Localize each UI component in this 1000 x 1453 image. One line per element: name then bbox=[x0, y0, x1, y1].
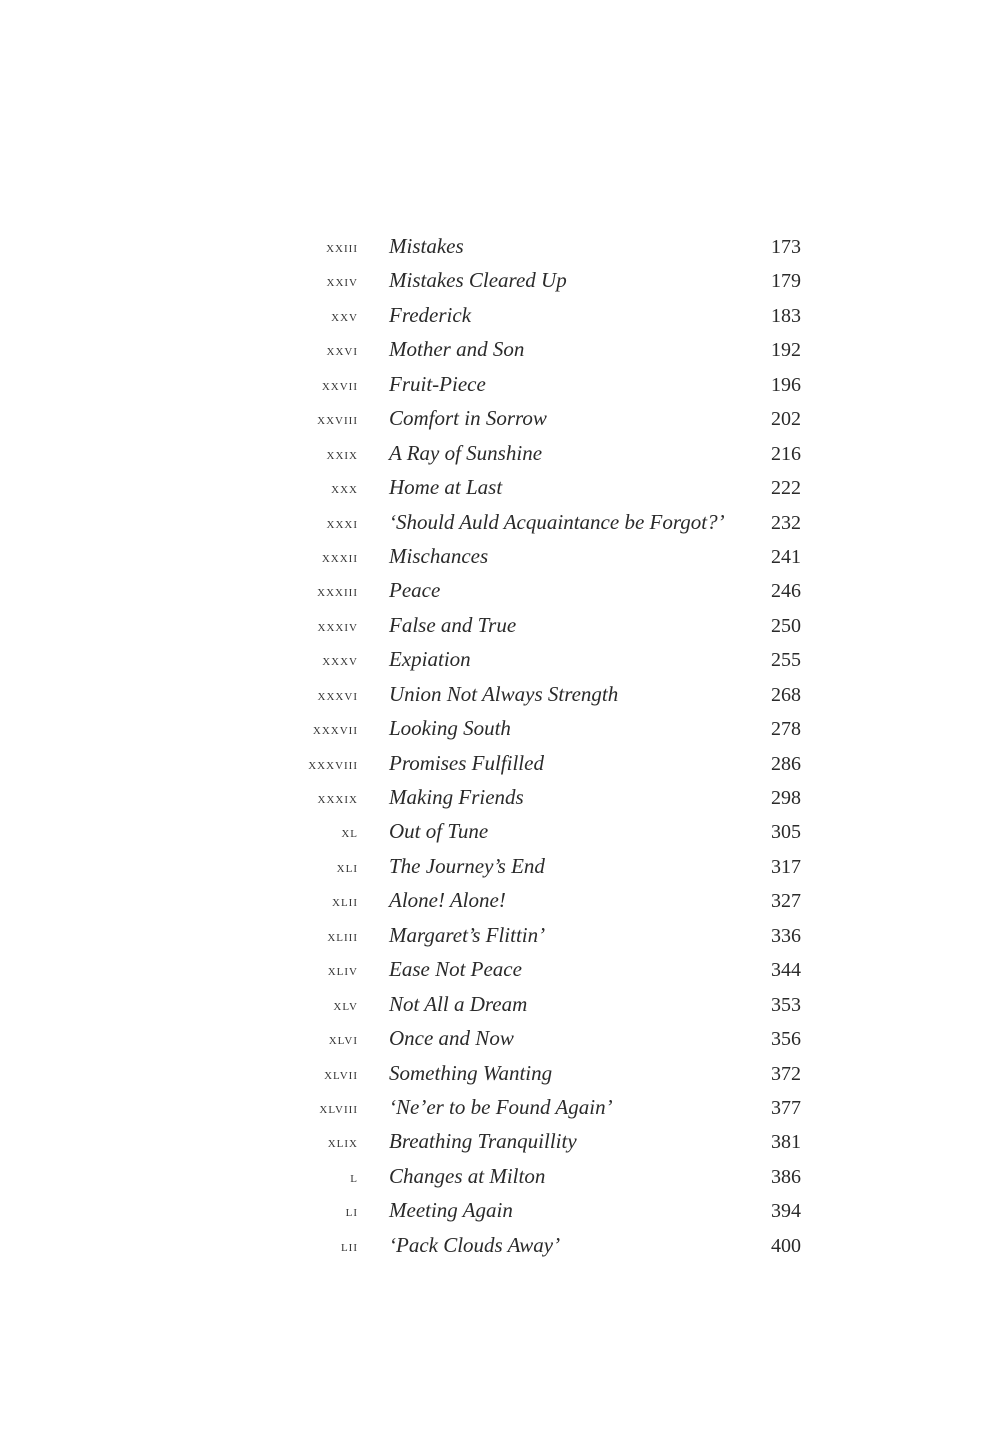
page-number: 400 bbox=[771, 1234, 801, 1257]
toc-entry bbox=[0, 612, 1000, 646]
chapter-title: Alone! Alone! bbox=[389, 888, 506, 913]
page-number: 255 bbox=[771, 649, 801, 672]
chapter-title: Mistakes Cleared Up bbox=[389, 268, 567, 293]
toc-entry bbox=[0, 543, 1000, 577]
page-number: 356 bbox=[771, 1028, 801, 1051]
toc-entry bbox=[0, 853, 1000, 887]
toc-entry bbox=[0, 302, 1000, 336]
chapter-title: Ease Not Peace bbox=[389, 957, 522, 982]
toc-entry bbox=[0, 681, 1000, 715]
page-number: 327 bbox=[771, 890, 801, 913]
chapter-title: Once and Now bbox=[389, 1026, 514, 1051]
chapter-title: Home at Last bbox=[389, 475, 503, 500]
page-number: 381 bbox=[771, 1131, 801, 1154]
chapter-title: Meeting Again bbox=[389, 1198, 513, 1223]
chapter-number: xliii bbox=[327, 928, 358, 945]
chapter-title: Making Friends bbox=[389, 785, 524, 809]
toc-entry bbox=[0, 233, 1000, 267]
chapter-title: ‘Ne’er to be Found Again’ bbox=[389, 1094, 613, 1119]
chapter-title: ‘Should Auld Acquaintance be Forgot?’ bbox=[389, 509, 725, 534]
chapter-number: lii bbox=[340, 1238, 358, 1255]
chapter-title: A Ray of Sunshine bbox=[389, 440, 543, 465]
toc-entry bbox=[0, 371, 1000, 405]
toc-entry bbox=[0, 1232, 1000, 1266]
toc-entry bbox=[0, 1128, 1000, 1162]
chapter-number: li bbox=[345, 1204, 358, 1221]
chapter-number: xxxvi bbox=[317, 687, 358, 704]
chapter-number: xlv bbox=[333, 997, 358, 1014]
page-number: 317 bbox=[771, 855, 801, 878]
page-number: 232 bbox=[771, 511, 801, 534]
chapter-title: Looking South bbox=[389, 716, 511, 741]
chapter-number: xxxix bbox=[317, 791, 358, 807]
page-number: 268 bbox=[771, 683, 801, 706]
chapter-title: Out of Tune bbox=[389, 819, 489, 844]
toc-entry bbox=[0, 922, 1000, 956]
page-number: 336 bbox=[771, 924, 801, 947]
page-number: 305 bbox=[771, 821, 801, 844]
toc-entry bbox=[0, 956, 1000, 990]
toc-entry bbox=[0, 1060, 1000, 1094]
chapter-number: xxxiii bbox=[317, 584, 358, 601]
page-number: 286 bbox=[771, 752, 801, 775]
chapter-number: xxvii bbox=[321, 377, 358, 394]
chapter-number: xxxi bbox=[326, 515, 358, 532]
toc-entry bbox=[0, 887, 1000, 921]
page-number: 241 bbox=[771, 545, 801, 568]
chapter-title: Breathing Tranquillity bbox=[389, 1129, 577, 1154]
chapter-title: False and True bbox=[389, 612, 517, 637]
toc-entry bbox=[0, 509, 1000, 543]
toc-entry bbox=[0, 474, 1000, 508]
chapter-title: ‘Pack Clouds Away’ bbox=[389, 1232, 561, 1257]
chapter-number: xliv bbox=[327, 963, 358, 980]
page-number: 377 bbox=[771, 1096, 801, 1119]
page-number: 216 bbox=[771, 442, 801, 465]
page-number: 192 bbox=[771, 339, 801, 362]
page-number: 298 bbox=[771, 787, 801, 809]
toc-entry bbox=[0, 784, 1000, 818]
toc-entry bbox=[0, 267, 1000, 301]
chapter-number: xlii bbox=[332, 894, 358, 911]
page-number: 278 bbox=[771, 718, 801, 741]
chapter-number: xxviii bbox=[317, 412, 358, 429]
chapter-number: xli bbox=[336, 859, 358, 876]
chapter-number: xxxvii bbox=[312, 722, 358, 739]
chapter-title: Comfort in Sorrow bbox=[389, 406, 547, 431]
toc-entry bbox=[0, 1163, 1000, 1197]
page-number: 222 bbox=[771, 477, 801, 500]
chapter-title: Margaret’s Flittin’ bbox=[389, 922, 546, 947]
table-of-contents bbox=[0, 233, 1000, 1266]
chapter-number: xxxii bbox=[321, 549, 358, 566]
chapter-title: Peace bbox=[389, 578, 441, 603]
chapter-title: Mistakes bbox=[389, 234, 464, 258]
page-number: 183 bbox=[771, 304, 801, 327]
page-number: 173 bbox=[771, 236, 801, 258]
chapter-number: xxxiv bbox=[317, 618, 358, 635]
page-number: 246 bbox=[771, 580, 801, 603]
chapter-number: xxv bbox=[331, 308, 358, 325]
chapter-number: xxiv bbox=[326, 274, 358, 291]
page-number: 250 bbox=[771, 614, 801, 637]
chapter-number: xxix bbox=[326, 446, 358, 463]
chapter-number: xlix bbox=[327, 1135, 358, 1152]
toc-entry bbox=[0, 818, 1000, 852]
toc-entry bbox=[0, 336, 1000, 370]
page-number: 179 bbox=[771, 270, 801, 293]
toc-entry bbox=[0, 750, 1000, 784]
chapter-title: Fruit-Piece bbox=[389, 371, 486, 396]
chapter-title: Union Not Always Strength bbox=[389, 681, 619, 706]
page-number: 372 bbox=[771, 1062, 801, 1085]
chapter-title: The Journey’s End bbox=[389, 853, 545, 878]
toc-entry bbox=[0, 577, 1000, 611]
chapter-title: Expiation bbox=[389, 647, 471, 672]
chapter-number: xlvi bbox=[328, 1032, 358, 1049]
page-number: 196 bbox=[771, 373, 801, 396]
chapter-number: xlvii bbox=[324, 1066, 358, 1083]
page-number: 394 bbox=[771, 1200, 801, 1223]
page-number: 344 bbox=[771, 959, 801, 982]
chapter-title: Something Wanting bbox=[389, 1060, 553, 1085]
toc-entry bbox=[0, 1197, 1000, 1231]
page-number: 353 bbox=[771, 993, 801, 1016]
toc-entry bbox=[0, 440, 1000, 474]
toc-entry bbox=[0, 715, 1000, 749]
toc-entry bbox=[0, 991, 1000, 1025]
chapter-title: Changes at Milton bbox=[389, 1163, 546, 1188]
toc-entry bbox=[0, 1025, 1000, 1059]
chapter-number: xxxv bbox=[322, 653, 358, 670]
chapter-number: xxxviii bbox=[308, 756, 358, 773]
toc-entry bbox=[0, 646, 1000, 680]
chapter-number: xlviii bbox=[319, 1100, 358, 1117]
toc-entry bbox=[0, 405, 1000, 439]
chapter-title: Frederick bbox=[389, 302, 472, 327]
chapter-title: Promises Fulfilled bbox=[389, 750, 544, 775]
chapter-number: xxiii bbox=[326, 240, 358, 256]
chapter-title: Mother and Son bbox=[389, 337, 525, 362]
chapter-title: Not All a Dream bbox=[389, 991, 528, 1016]
chapter-number: xxvi bbox=[326, 343, 358, 360]
toc-entry bbox=[0, 1094, 1000, 1128]
chapter-title: Mischances bbox=[389, 543, 489, 568]
chapter-number: xl bbox=[341, 825, 358, 842]
page-number: 386 bbox=[771, 1165, 801, 1188]
chapter-number: xxx bbox=[331, 481, 358, 498]
page-number: 202 bbox=[771, 408, 801, 431]
chapter-number: l bbox=[350, 1169, 358, 1186]
